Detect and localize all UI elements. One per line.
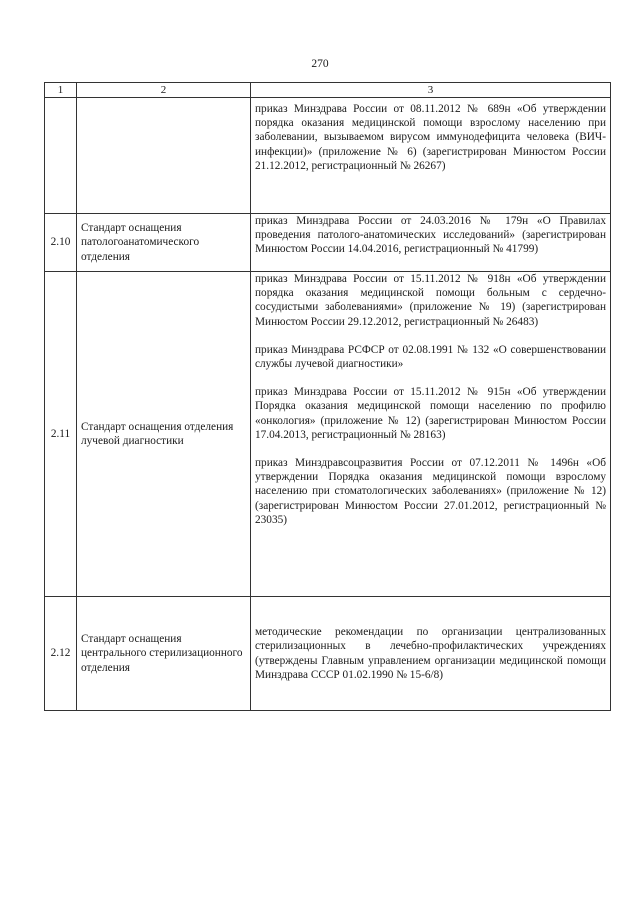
regulation-text: приказ Минздрава России от 08.11.2012 № 689н «Об утверждении порядка оказания медицинской помощи взрослому населению при заболевании, вызываемом вирусом иммунодефицита человека (ВИЧ-инфекции)» (приложение № 6) (зарегистрирован Минюстом России 21.12.2012, регистрационный № 26267) (255, 103, 606, 172)
column-header-3: 3 (251, 83, 611, 98)
table-row (45, 272, 611, 597)
row-number: 2.12 (45, 597, 77, 711)
standards-table (44, 82, 611, 711)
regulation-text: методические рекомендации по организации централизованных стерилизационных в лечебно-профилактических учреждениях (утверждены Главным управлением организации медицинской помощи Минздрава СССР 01.02.1990 № 15-6/8) (255, 626, 606, 681)
standard-name: Стандарт оснащения патологоанатомического отделения (77, 214, 251, 272)
regulation-text: приказ Минздрава РСФСР от 02.08.1991 № 132 «О совершенствовании службы лучевой диагностики» (255, 343, 606, 371)
table-header-row (45, 83, 611, 98)
regulation-text: приказ Минздравсоцразвития России от 07.12.2011 № 1496н «Об утверждении Порядка оказания медицинской помощи взрослому населению при стоматологических заболеваниях» (приложение № 12) (зарегистрирован Минюстом России 27.01.2012, регистрационный № 23035) (255, 457, 606, 526)
regulation-cell (251, 214, 611, 272)
regulation-text: приказ Минздрава России от 24.03.2016 № 179н «О Правилах проведения патолого-анатомических исследований» (зарегистрирован Минюстом России 14.04.2016, регистрационный № 41799) (255, 215, 606, 256)
column-header-2: 2 (77, 83, 251, 98)
regulation-text: приказ Минздрава России от 15.11.2012 № 918н «Об утверждении порядка оказания медицинской помощи больным с сердечно-сосудистыми заболеваниями» (приложение № 19) (зарегистрирован Минюстом России 29.12.2012, регистрационный № 26483) (255, 273, 606, 328)
row-number: 2.10 (45, 214, 77, 272)
regulation-cell (251, 98, 611, 214)
row-number (45, 98, 77, 214)
standard-name: Стандарт оснащения центрального стерилизационного отделения (77, 597, 251, 711)
table-row (45, 214, 611, 272)
column-header-1: 1 (45, 83, 77, 98)
regulation-cell (251, 272, 611, 597)
table-row (45, 98, 611, 214)
standard-name: Стандарт оснащения отделения лучевой диагностики (77, 272, 251, 597)
regulation-cell (251, 597, 611, 711)
page-number: 270 (311, 58, 329, 70)
table-row (45, 597, 611, 711)
row-number: 2.11 (45, 272, 77, 597)
standard-name (77, 98, 251, 214)
regulation-text: приказ Минздрава России от 15.11.2012 № 915н «Об утверждении Порядка оказания медицинской помощи населению по профилю «онкология» (приложение № 12) (зарегистрирован Минюстом России 17.04.2013, регистрационный № 28163) (255, 386, 606, 441)
